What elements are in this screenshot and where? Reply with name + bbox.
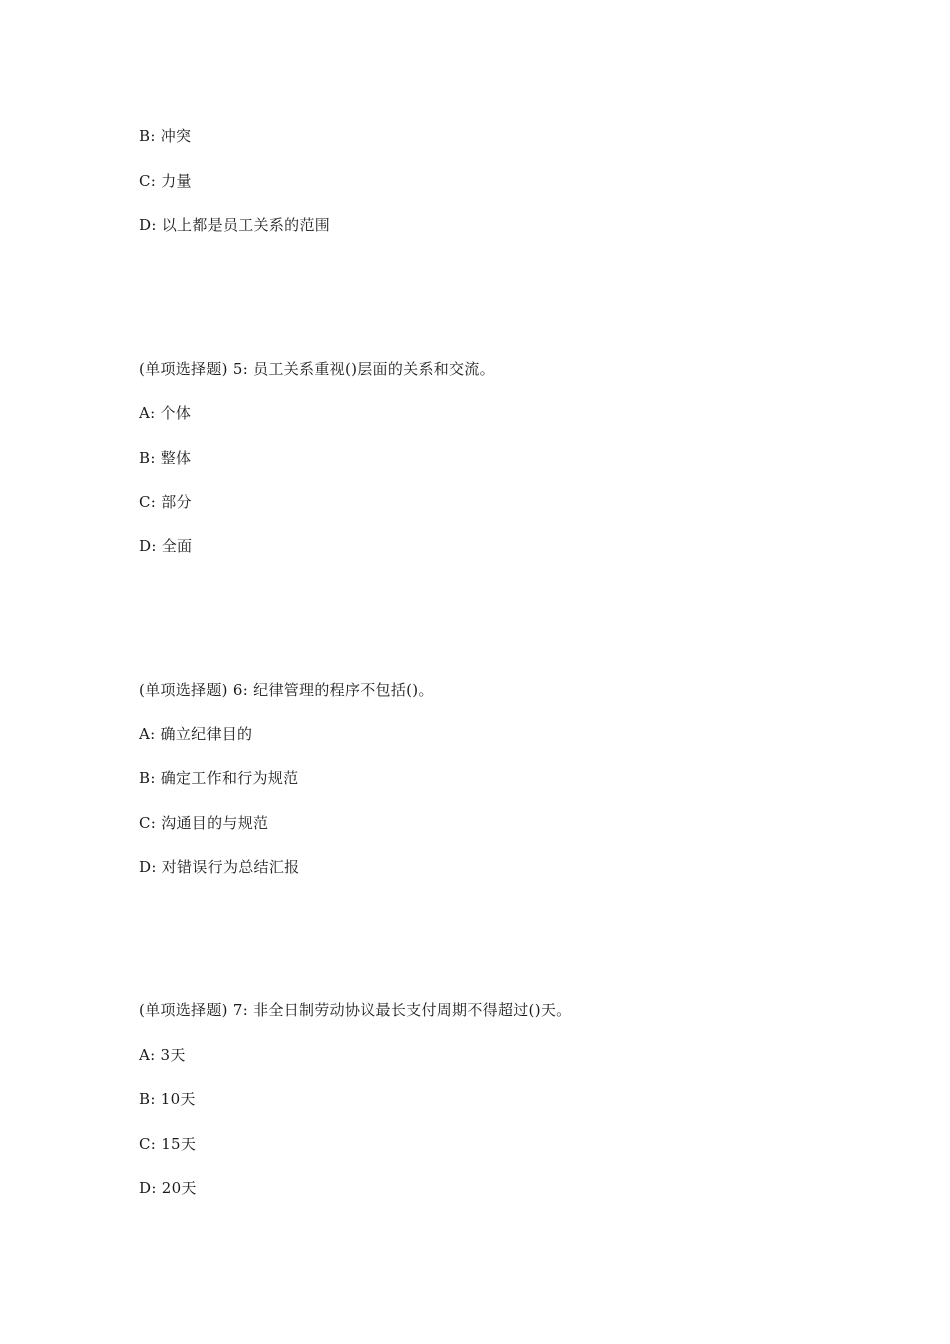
option-d: D: 全面 xyxy=(139,537,193,555)
option-a: A: 个体 xyxy=(139,404,192,422)
option-c: C: 15天 xyxy=(139,1135,197,1153)
option-c: C: 部分 xyxy=(139,493,192,511)
option-c: C: 沟通目的与规范 xyxy=(139,814,269,832)
question-stem: (单项选择题) 6: 纪律管理的程序不包括()。 xyxy=(139,681,434,699)
option-d: D: 20天 xyxy=(139,1179,197,1197)
question-stem: (单项选择题) 5: 员工关系重视()层面的关系和交流。 xyxy=(139,360,495,378)
option-b: B: 确定工作和行为规范 xyxy=(139,769,299,787)
option-d: D: 以上都是员工关系的范围 xyxy=(139,216,331,234)
option-b: B: 10天 xyxy=(139,1090,196,1108)
option-c: C: 力量 xyxy=(139,172,192,190)
option-b: B: 整体 xyxy=(139,449,192,467)
option-b: B: 冲突 xyxy=(139,127,192,145)
option-a: A: 确立纪律目的 xyxy=(139,725,253,743)
option-d: D: 对错误行为总结汇报 xyxy=(139,858,300,876)
question-stem: (单项选择题) 7: 非全日制劳动协议最长支付周期不得超过()天。 xyxy=(139,1001,572,1019)
option-a: A: 3天 xyxy=(139,1046,186,1064)
